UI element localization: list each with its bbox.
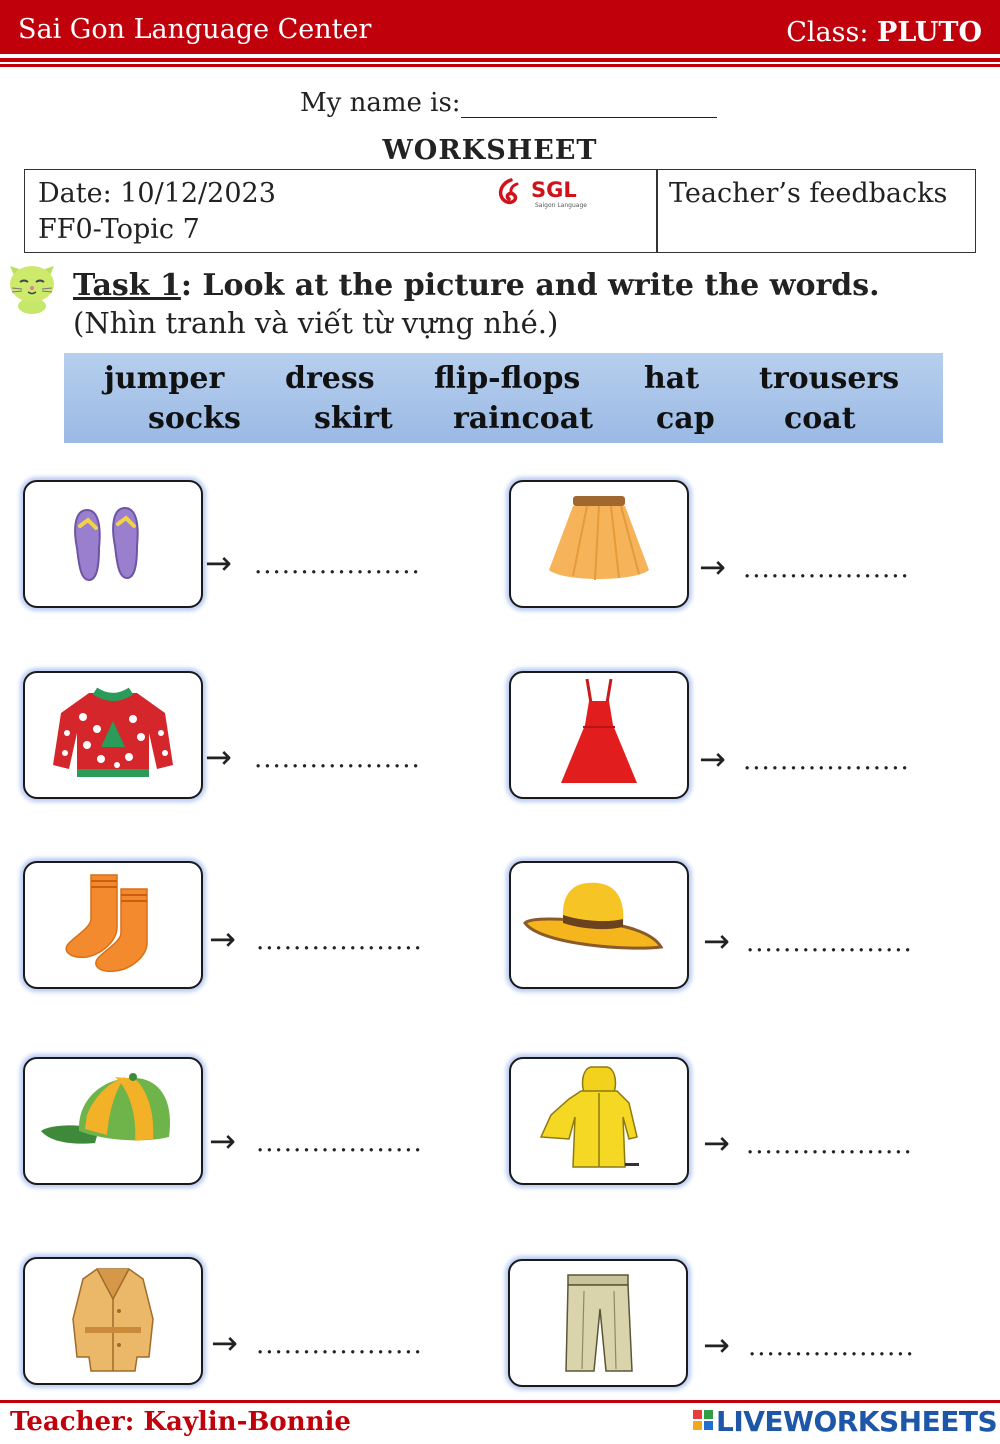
answer-blank-5[interactable]: .................. (256, 926, 423, 956)
hat-icon (511, 863, 687, 987)
word-coat: coat (784, 401, 856, 436)
teacher-feedback: Teacher’s feedbacks (669, 178, 948, 209)
picture-card-socks (23, 861, 203, 989)
answer-blank-10[interactable]: .................. (748, 1332, 915, 1362)
liveworksheets-brand: LIVEWORKSHEETS (716, 1405, 998, 1438)
center-name: Sai Gon Language Center (18, 14, 372, 45)
word-jumper: jumper (104, 361, 225, 396)
arrow-icon: → (703, 922, 730, 960)
arrow-icon: → (205, 738, 232, 776)
word-dress: dress (285, 361, 375, 396)
skirt-icon (511, 482, 687, 606)
raincoat-icon (511, 1059, 687, 1183)
header-divider (0, 58, 1000, 62)
task-label: Task 1 (73, 268, 181, 303)
name-input[interactable] (461, 91, 717, 118)
arrow-icon: → (211, 1324, 238, 1362)
arrow-icon: → (209, 1122, 236, 1160)
answer-blank-8[interactable]: .................. (746, 1130, 913, 1160)
picture-card-cap (23, 1057, 203, 1185)
class-label (786, 17, 982, 48)
picture-card-skirt (509, 480, 689, 608)
word-raincoat: raincoat (453, 401, 594, 436)
picture-card-hat (509, 861, 689, 989)
answer-blank-6[interactable]: .................. (746, 928, 913, 958)
picture-card-coat (23, 1257, 203, 1385)
arrow-icon: → (205, 544, 232, 582)
sgl-logo (495, 174, 595, 214)
word-bank (64, 353, 943, 443)
dress-icon (511, 673, 687, 797)
jumper-icon (25, 673, 201, 797)
arrow-icon: → (703, 1326, 730, 1364)
info-divider (656, 170, 658, 252)
cat-mascot-icon (4, 256, 60, 316)
socks-icon (25, 863, 201, 987)
arrow-icon: → (209, 920, 236, 958)
task-instruction: : Look at the picture and write the words. (180, 268, 880, 303)
class-name: PLUTO (877, 17, 982, 48)
picture-card-flip-flops (23, 480, 203, 608)
task-title (73, 268, 880, 303)
logo-text: SGL (531, 178, 577, 202)
word-hat: hat (644, 361, 700, 396)
logo-subtext: Saigon Language (535, 202, 587, 209)
worksheet-title: WORKSHEET (382, 135, 598, 166)
answer-blank-4[interactable]: .................. (743, 746, 910, 776)
trousers-icon (510, 1261, 686, 1385)
arrow-icon: → (699, 740, 726, 778)
picture-card-jumper (23, 671, 203, 799)
name-label: My name is: (300, 88, 461, 118)
topic: FF0-Topic 7 (38, 214, 200, 245)
word-trousers: trousers (759, 361, 900, 396)
date: Date: 10/12/2023 (38, 178, 276, 209)
answer-blank-2[interactable]: .................. (743, 554, 910, 584)
picture-card-trousers (508, 1259, 688, 1387)
cap-icon (25, 1059, 201, 1183)
task-subtitle: (Nhìn tranh và viết từ vựng nhé.) (73, 306, 559, 340)
info-box (24, 169, 976, 253)
answer-blank-9[interactable]: .................. (256, 1330, 423, 1360)
word-skirt: skirt (314, 401, 393, 436)
answer-blank-7[interactable]: .................. (256, 1128, 423, 1158)
footer-divider (0, 1400, 1000, 1403)
picture-card-dress (509, 671, 689, 799)
flip-flops-icon (25, 482, 201, 606)
teacher-name: Teacher: Kaylin-Bonnie (10, 1407, 351, 1437)
answer-blank-1[interactable]: .................. (254, 550, 421, 580)
answer-blank-3[interactable]: .................. (254, 744, 421, 774)
arrow-icon: → (703, 1124, 730, 1162)
header-divider-thin (0, 64, 1000, 67)
liveworksheets-logo-icon (692, 1404, 714, 1438)
coat-icon (25, 1259, 201, 1383)
class-prefix: Class: (786, 17, 869, 48)
word-socks: socks (148, 401, 241, 436)
picture-card-raincoat (509, 1057, 689, 1185)
arrow-icon: → (699, 548, 726, 586)
name-field (300, 88, 717, 118)
word-flip-flops: flip-flops (434, 361, 581, 396)
word-cap: cap (656, 401, 715, 436)
